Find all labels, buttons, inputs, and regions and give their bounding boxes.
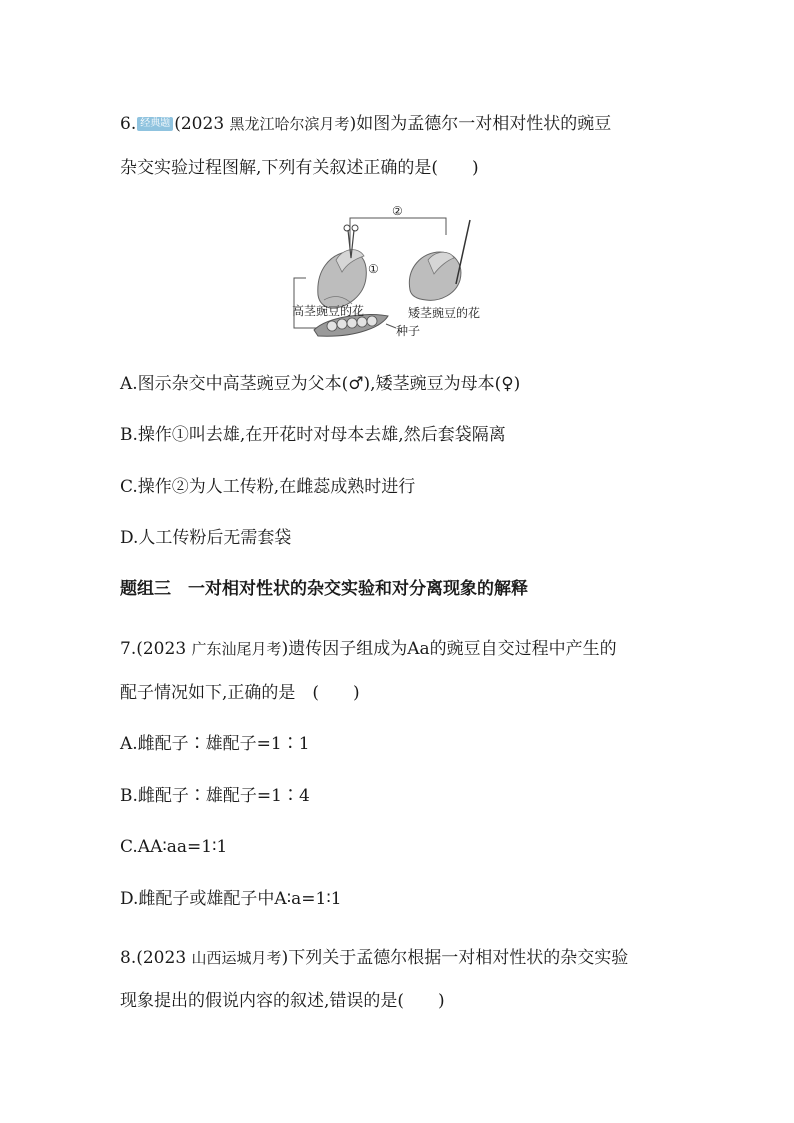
q7-option-d: D.雌配子或雄配子中A∶a=1∶1 [120,889,342,909]
q6-number: 6. [120,114,137,134]
q6-source-open: (2023 [174,114,230,134]
q6-stem-text1: )如图为孟德尔一对相对性状的豌豆 [349,114,612,134]
seed-bracket [294,278,316,328]
q6-option-a: A.图示杂交中高茎豌豆为父本(♂),矮茎豌豆为母本(♀) [120,374,521,394]
q7-option-c: C.AA∶aa=1∶1 [120,837,228,857]
pollination-bracket [350,218,446,252]
pea-hybridization-figure [288,200,508,350]
q6-option-c: C.操作②为人工传粉,在雌蕊成熟时进行 [120,477,416,497]
q8-source-place: 山西运城月考 [191,949,282,967]
label-short-flower: 矮茎豌豆的花 [408,306,481,320]
q7-stem-line2: 配子情况如下,正确的是 ( ) [120,683,360,703]
q7-stem-line1 [120,638,617,660]
q8-stem-line2: 现象提出的假说内容的叙述,错误的是( ) [120,991,445,1011]
q7-option-a: A.雌配子∶雄配子=1∶1 [120,734,310,754]
q7-source-place: 广东汕尾月考 [191,640,282,658]
label-step2: ② [392,204,403,218]
label-tall-flower: 高茎豌豆的花 [292,304,365,318]
q8-stem-line1 [120,947,628,969]
q7-source-open: (2023 [136,639,192,659]
q7-stem-text1: )遗传因子组成为Aa的豌豆自交过程中产生的 [281,639,617,659]
q6-classic-badge: 经典题 [137,117,173,131]
q6-option-d: D.人工传粉后无需套袋 [120,528,292,548]
q8-source-open: (2023 [136,948,192,968]
tall-pea-flower [318,225,366,308]
q6-stem-line1 [120,113,611,135]
label-step1: ① [368,262,379,276]
q6-stem-line2: 杂交实验过程图解,下列有关叙述正确的是( ) [120,158,479,178]
label-seed: 种子 [396,324,421,338]
q8-stem-text1: )下列关于孟德尔根据一对相对性状的杂交实验 [281,948,629,968]
q6-source-place: 黑龙江哈尔滨月考 [229,115,350,133]
q6-option-b: B.操作①叫去雄,在开花时对母本去雄,然后套袋隔离 [120,425,506,445]
short-pea-flower [409,220,470,300]
q7-option-b: B.雌配子∶雄配子=1∶4 [120,786,310,806]
section-heading: 题组三 一对相对性状的杂交实验和对分离现象的解释 [120,579,528,599]
q8-number: 8. [120,948,137,968]
q7-number: 7. [120,639,137,659]
